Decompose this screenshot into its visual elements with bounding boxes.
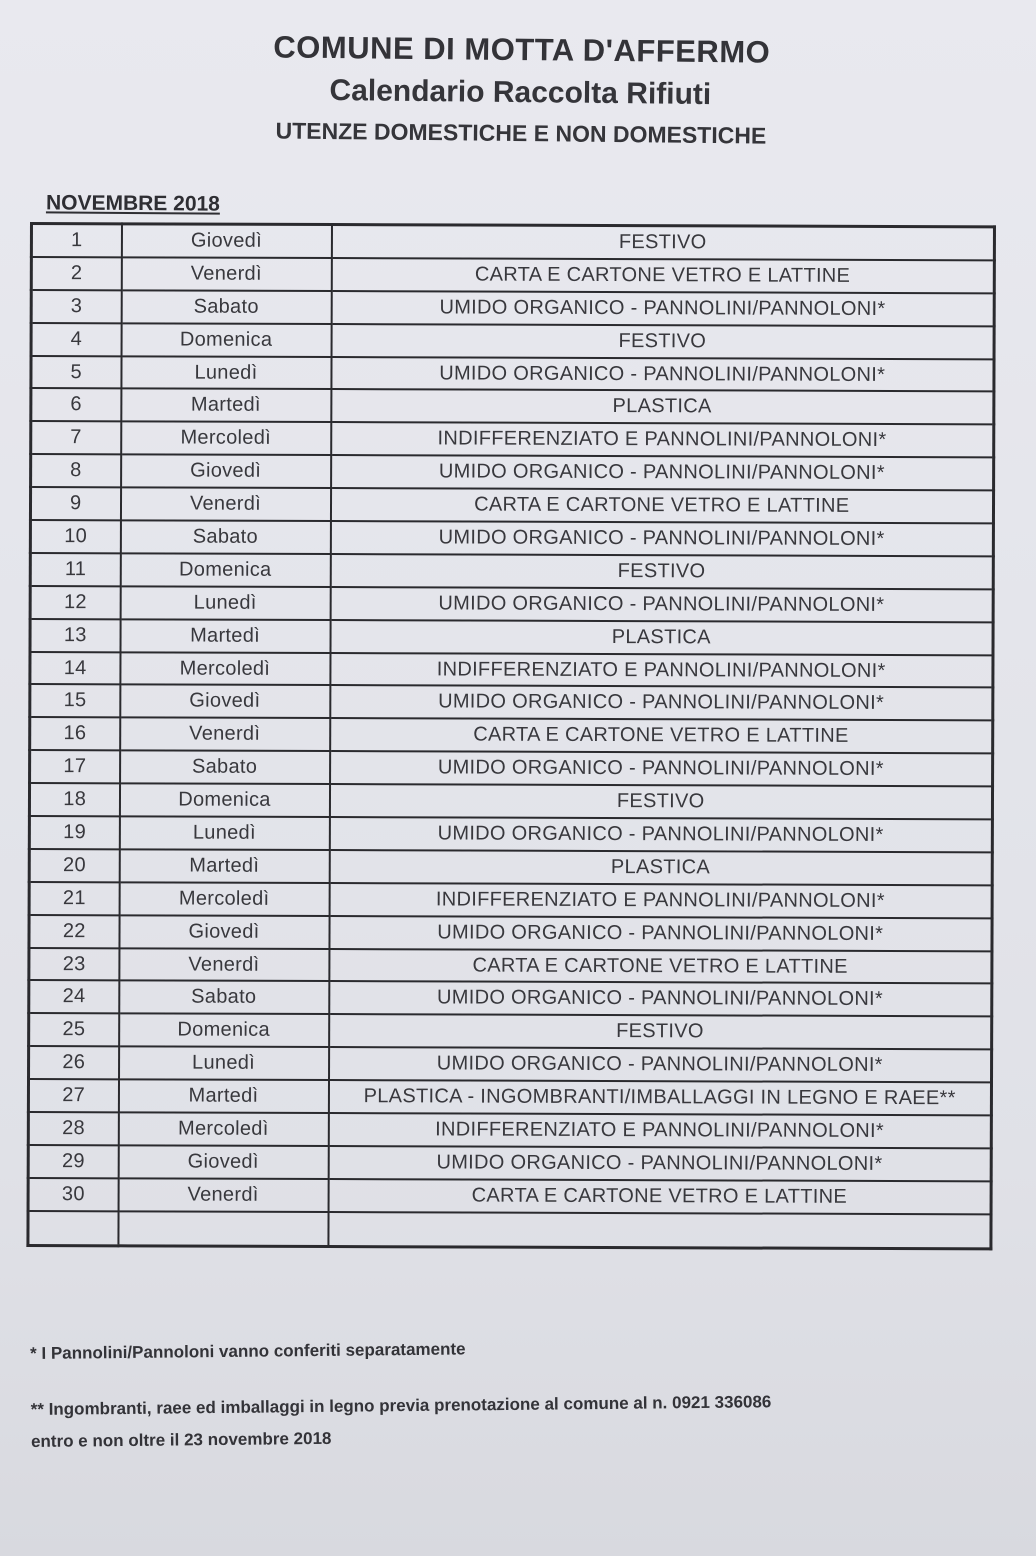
collection-type-cell: CARTA E CARTONE VETRO E LATTINE xyxy=(331,258,994,293)
table-row xyxy=(29,1013,992,1049)
weekday-cell: Mercoledì xyxy=(120,652,330,686)
table-row xyxy=(31,421,994,457)
weekday-cell: Mercoledì xyxy=(121,422,331,456)
collection-type-cell: FESTIVO xyxy=(331,324,994,359)
day-number-cell: 13 xyxy=(30,619,120,652)
table-row xyxy=(29,882,992,918)
weekday-cell: Sabato xyxy=(119,981,329,1015)
empty-cell xyxy=(118,1211,328,1246)
table-row xyxy=(29,948,992,984)
weekday-cell: Lunedì xyxy=(121,356,331,390)
weekday-cell: Venerdì xyxy=(120,718,330,752)
footnote-bulky-waste xyxy=(31,1385,932,1458)
weekday-cell: Sabato xyxy=(120,751,330,785)
day-number-cell: 16 xyxy=(30,717,120,750)
collection-type-cell: INDIFFERENZIATO E PANNOLINI/PANNOLONI* xyxy=(329,883,992,918)
table-row xyxy=(31,257,994,293)
weekday-cell: Giovedì xyxy=(119,915,329,949)
weekday-cell: Giovedì xyxy=(121,224,331,258)
empty-cell xyxy=(328,1212,991,1249)
day-number-cell: 4 xyxy=(31,323,121,356)
collection-type-cell: INDIFFERENZIATO E PANNOLINI/PANNOLONI* xyxy=(330,653,993,688)
collection-type-cell: UMIDO ORGANICO - PANNOLINI/PANNOLONI* xyxy=(329,982,992,1017)
day-number-cell: 1 xyxy=(31,224,121,258)
document-audience: UTENZE DOMESTICHE E NON DOMESTICHE xyxy=(275,117,767,149)
footnote-bulky-waste-line1: ** Ingombranti, raee ed imballaggi in legno previa prenotazione al comune al n. 0921 336086 xyxy=(30,1392,772,1419)
table-row xyxy=(28,1112,991,1148)
weekday-cell: Giovedì xyxy=(120,685,330,719)
weekday-cell: Giovedì xyxy=(118,1145,328,1179)
weekday-cell: Martedì xyxy=(120,619,330,653)
weekday-cell: Martedì xyxy=(119,849,329,883)
collection-type-cell: UMIDO ORGANICO - PANNOLINI/PANNOLONI* xyxy=(331,455,994,490)
weekday-cell: Mercoledì xyxy=(118,1112,328,1146)
weekday-cell: Domenica xyxy=(119,1014,329,1048)
collection-type-cell: UMIDO ORGANICO - PANNOLINI/PANNOLONI* xyxy=(329,1047,992,1082)
table-row xyxy=(29,915,992,951)
day-number-cell: 5 xyxy=(31,356,121,389)
day-number-cell: 30 xyxy=(28,1178,118,1211)
collection-type-cell: UMIDO ORGANICO - PANNOLINI/PANNOLONI* xyxy=(330,587,993,622)
weekday-cell: Venerdì xyxy=(121,257,331,291)
calendar-table-wrapper xyxy=(26,222,993,1250)
document-subtitle: Calendario Raccolta Rifiuti xyxy=(329,74,712,112)
table-row xyxy=(31,454,994,490)
day-number-cell: 21 xyxy=(29,882,119,915)
collection-type-cell: PLASTICA - INGOMBRANTI/IMBALLAGGI IN LEGNO E RAEE** xyxy=(328,1080,991,1115)
collection-type-cell: UMIDO ORGANICO - PANNOLINI/PANNOLONI* xyxy=(331,357,994,392)
day-number-cell: 29 xyxy=(28,1145,118,1178)
table-row xyxy=(29,783,992,819)
day-number-cell: 9 xyxy=(30,487,120,520)
weekday-cell: Domenica xyxy=(120,553,330,587)
day-number-cell: 8 xyxy=(31,454,121,487)
collection-type-cell: FESTIVO xyxy=(329,784,992,819)
collection-type-cell: FESTIVO xyxy=(329,1014,992,1049)
weekday-cell: Venerdì xyxy=(119,948,329,982)
weekday-cell: Venerdì xyxy=(118,1178,328,1212)
table-row xyxy=(30,586,993,622)
calendar-table-body xyxy=(28,224,995,1249)
document-title: COMUNE DI MOTTA D'AFFERMO xyxy=(273,29,771,70)
collection-type-cell: PLASTICA xyxy=(331,390,994,425)
day-number-cell: 27 xyxy=(28,1079,118,1112)
collection-type-cell: INDIFFERENZIATO E PANNOLINI/PANNOLONI* xyxy=(331,422,994,457)
weekday-cell: Domenica xyxy=(121,323,331,357)
day-number-cell: 14 xyxy=(30,652,120,685)
footnote-bulky-waste-line2: entro e non oltre il 23 novembre 2018 xyxy=(30,1428,332,1451)
collection-type-cell: FESTIVO xyxy=(331,225,994,261)
collection-type-cell: UMIDO ORGANICO - PANNOLINI/PANNOLONI* xyxy=(329,817,992,852)
day-number-cell: 7 xyxy=(31,421,121,454)
weekday-cell: Lunedì xyxy=(119,1047,329,1081)
collection-type-cell: UMIDO ORGANICO - PANNOLINI/PANNOLONI* xyxy=(330,686,993,721)
collection-type-cell: UMIDO ORGANICO - PANNOLINI/PANNOLONI* xyxy=(330,751,993,786)
day-number-cell: 17 xyxy=(30,750,120,783)
table-row xyxy=(29,849,992,885)
table-row xyxy=(28,1079,991,1115)
day-number-cell: 6 xyxy=(31,388,121,421)
table-row xyxy=(28,1178,991,1214)
collection-type-cell: FESTIVO xyxy=(330,554,993,589)
table-row xyxy=(30,684,993,720)
month-label: NOVEMBRE 2018 xyxy=(45,191,220,216)
table-row xyxy=(31,323,994,359)
table-row xyxy=(30,487,993,523)
day-number-cell: 10 xyxy=(30,520,120,553)
table-row xyxy=(30,553,993,589)
table-row xyxy=(29,1046,992,1082)
collection-type-cell: UMIDO ORGANICO - PANNOLINI/PANNOLONI* xyxy=(331,291,994,326)
collection-type-cell: INDIFFERENZIATO E PANNOLINI/PANNOLONI* xyxy=(328,1113,991,1148)
weekday-cell: Mercoledì xyxy=(119,882,329,916)
weekday-cell: Lunedì xyxy=(119,816,329,850)
footnote-diapers: * I Pannolini/Pannoloni vanno conferiti separatamente xyxy=(30,1339,466,1363)
table-row xyxy=(30,717,993,753)
collection-type-cell: PLASTICA xyxy=(329,850,992,885)
table-row xyxy=(30,750,993,786)
day-number-cell: 23 xyxy=(29,948,119,981)
day-number-cell: 28 xyxy=(28,1112,118,1145)
weekday-cell: Sabato xyxy=(121,290,331,324)
weekday-cell: Martedì xyxy=(118,1079,328,1113)
day-number-cell: 20 xyxy=(29,849,119,882)
day-number-cell: 15 xyxy=(30,684,120,717)
weekday-cell: Lunedì xyxy=(120,586,330,620)
table-row xyxy=(30,520,993,556)
table-row xyxy=(30,619,993,655)
collection-type-cell: CARTA E CARTONE VETRO E LATTINE xyxy=(330,718,993,753)
table-row xyxy=(28,1145,991,1181)
empty-table-row xyxy=(28,1211,991,1249)
table-row xyxy=(31,356,994,392)
day-number-cell: 19 xyxy=(29,816,119,849)
day-number-cell: 25 xyxy=(29,1013,119,1046)
weekday-cell: Martedì xyxy=(121,389,331,423)
document-header xyxy=(0,27,1036,153)
day-number-cell: 11 xyxy=(30,553,120,586)
day-number-cell: 3 xyxy=(31,290,121,323)
collection-type-cell: UMIDO ORGANICO - PANNOLINI/PANNOLONI* xyxy=(329,916,992,951)
day-number-cell: 24 xyxy=(29,980,119,1013)
table-row xyxy=(29,816,992,852)
day-number-cell: 22 xyxy=(29,915,119,948)
weekday-cell: Domenica xyxy=(119,783,329,817)
day-number-cell: 18 xyxy=(29,783,119,816)
weekday-cell: Giovedì xyxy=(121,455,331,489)
table-row xyxy=(31,388,994,424)
footnotes xyxy=(30,1335,931,1458)
weekday-cell: Sabato xyxy=(120,520,330,554)
empty-cell xyxy=(28,1211,118,1246)
collection-type-cell: PLASTICA xyxy=(330,620,993,655)
day-number-cell: 26 xyxy=(29,1046,119,1079)
collection-type-cell: UMIDO ORGANICO - PANNOLINI/PANNOLONI* xyxy=(330,521,993,556)
collection-type-cell: CARTA E CARTONE VETRO E LATTINE xyxy=(328,1179,991,1214)
weekday-cell: Venerdì xyxy=(120,487,330,521)
collection-type-cell: CARTA E CARTONE VETRO E LATTINE xyxy=(330,488,993,523)
day-number-cell: 2 xyxy=(31,257,121,290)
table-row xyxy=(31,290,994,326)
table-row xyxy=(30,652,993,688)
table-row xyxy=(29,980,992,1016)
collection-type-cell: CARTA E CARTONE VETRO E LATTINE xyxy=(329,949,992,984)
calendar-table xyxy=(26,222,996,1250)
day-number-cell: 12 xyxy=(30,586,120,619)
collection-type-cell: UMIDO ORGANICO - PANNOLINI/PANNOLONI* xyxy=(328,1146,991,1181)
table-row xyxy=(31,224,994,261)
